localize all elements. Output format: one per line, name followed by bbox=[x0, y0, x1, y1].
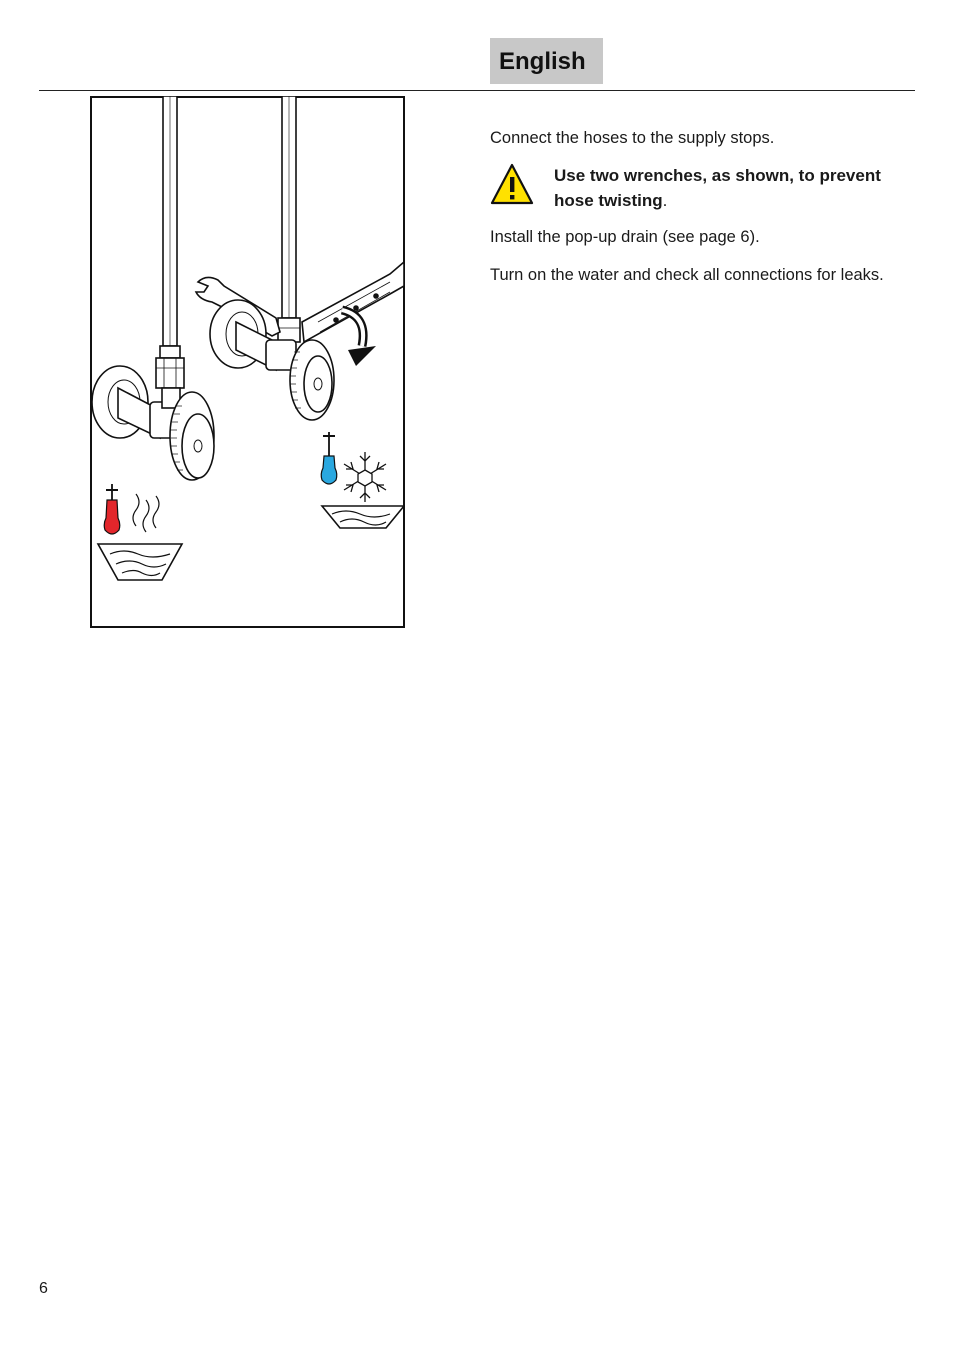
page-number: 6 bbox=[39, 1280, 48, 1297]
header-rule bbox=[39, 90, 915, 91]
installation-illustration bbox=[90, 96, 405, 628]
step-connect-hoses: Connect the hoses to the supply stops. bbox=[490, 129, 775, 147]
warning-bold-text: Use two wrenches, as shown, to prevent hose twisting bbox=[554, 166, 881, 210]
step-check-leaks: Turn on the water and check all connections for leaks. bbox=[490, 266, 884, 284]
language-tab: English bbox=[490, 38, 603, 84]
warning-triangle-icon bbox=[490, 163, 534, 205]
warning-message bbox=[554, 163, 914, 213]
step-install-drain: Install the pop-up drain (see page 6). bbox=[490, 228, 760, 246]
warning-tail: . bbox=[662, 191, 668, 210]
right-supply-hose bbox=[278, 96, 300, 342]
